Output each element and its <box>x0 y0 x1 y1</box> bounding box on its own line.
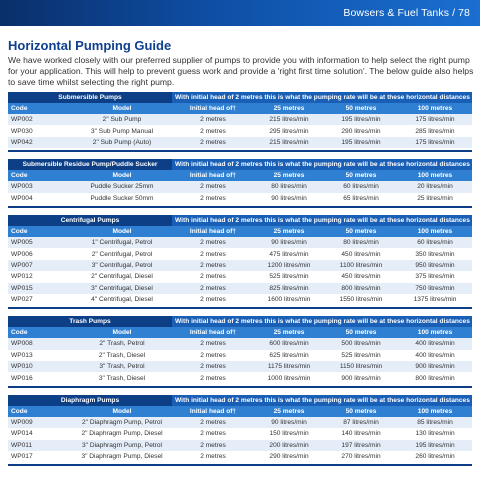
column-header: Code <box>8 170 72 181</box>
table-cell: 2 metres <box>172 372 254 383</box>
table-cell: 2" Diaphragm Pump, Diesel <box>72 428 172 439</box>
table-cell: WP004 <box>8 193 72 204</box>
section-divider <box>8 386 472 388</box>
table-cell: 2 metres <box>172 283 254 294</box>
pump-tables <box>8 92 472 473</box>
table-cell: 1375 litres/min <box>398 294 472 305</box>
column-header: Initial head of† <box>172 103 254 114</box>
column-header: 100 metres <box>398 327 472 338</box>
table-cell: 2 metres <box>172 193 254 204</box>
table-cell: WP030 <box>8 125 72 136</box>
table-cell: 2" Centrifugal, Diesel <box>72 271 172 282</box>
table-cell: 2 metres <box>172 428 254 439</box>
table-cell: 20 litres/min <box>398 181 472 192</box>
intro-paragraph: We have worked closely with our preferred supplier of pumps to provide you with information to help select the right pump for your application. This will help to prevent guess work and provide a 'right first time solution'. The below guide also helps to save time whilst selecting the right pump. <box>8 55 474 87</box>
table-row <box>8 361 472 372</box>
table-cell: WP013 <box>8 350 72 361</box>
table-cell: 2 metres <box>172 361 254 372</box>
table-cell: 2 metres <box>172 181 254 192</box>
table-cell: 900 litres/min <box>324 372 398 383</box>
section-title: Submersible Pumps <box>8 92 172 103</box>
pump-section <box>8 159 472 208</box>
section-title: Centrifugal Pumps <box>8 215 172 226</box>
column-header: Code <box>8 103 72 114</box>
table-cell: 2 metres <box>172 417 254 428</box>
column-header: Code <box>8 406 72 417</box>
section-divider <box>8 150 472 152</box>
table-cell: 375 litres/min <box>398 271 472 282</box>
pump-table <box>8 92 472 148</box>
table-row <box>8 283 472 294</box>
column-header: 50 metres <box>324 103 398 114</box>
table-cell: 2" Trash, Diesel <box>72 350 172 361</box>
table-cell: 2 metres <box>172 451 254 462</box>
column-header: 25 metres <box>254 170 324 181</box>
column-header: 25 metres <box>254 103 324 114</box>
table-cell: 1100 litres/min <box>324 260 398 271</box>
table-row <box>8 294 472 305</box>
table-cell: 2 metres <box>172 440 254 451</box>
page-header-text: Bowsers & Fuel Tanks / 78 <box>343 7 470 19</box>
table-cell: 1" Centrifugal, Petrol <box>72 237 172 248</box>
table-row <box>8 114 472 125</box>
table-cell: 2 metres <box>172 294 254 305</box>
table-cell: 1000 litres/min <box>254 372 324 383</box>
table-cell: 25 litres/min <box>398 193 472 204</box>
column-header: 50 metres <box>324 327 398 338</box>
table-cell: 600 litres/min <box>254 338 324 349</box>
table-cell: 750 litres/min <box>398 283 472 294</box>
table-cell: WP012 <box>8 271 72 282</box>
column-header: Initial head of† <box>172 406 254 417</box>
table-cell: 2 metres <box>172 125 254 136</box>
table-cell: WP017 <box>8 451 72 462</box>
table-cell: 3" Centrifugal, Diesel <box>72 283 172 294</box>
table-cell: 175 litres/min <box>398 137 472 148</box>
table-cell: 150 litres/min <box>254 428 324 439</box>
pump-section <box>8 316 472 388</box>
column-header: 100 metres <box>398 103 472 114</box>
table-cell: 1200 litres/min <box>254 260 324 271</box>
table-cell: WP014 <box>8 428 72 439</box>
table-cell: 2 metres <box>172 271 254 282</box>
table-cell: 285 litres/min <box>398 125 472 136</box>
table-cell: 2 metres <box>172 338 254 349</box>
table-cell: 295 litres/min <box>254 125 324 136</box>
column-header: 50 metres <box>324 406 398 417</box>
table-cell: 525 litres/min <box>254 271 324 282</box>
table-cell: 800 litres/min <box>324 283 398 294</box>
table-row <box>8 440 472 451</box>
table-row <box>8 372 472 383</box>
table-cell: 2" Sub Pump <box>72 114 172 125</box>
table-cell: 80 litres/min <box>324 237 398 248</box>
column-header: Initial head of† <box>172 327 254 338</box>
table-cell: 215 litres/min <box>254 114 324 125</box>
pump-table <box>8 316 472 384</box>
table-cell: WP008 <box>8 338 72 349</box>
table-cell: 130 litres/min <box>398 428 472 439</box>
table-cell: 400 litres/min <box>398 338 472 349</box>
table-cell: 90 litres/min <box>254 193 324 204</box>
section-description: With initial head of 2 metres this is what the pumping rate will be at these horizontal distances <box>172 395 472 406</box>
table-cell: 2" Centrifugal, Petrol <box>72 248 172 259</box>
table-row <box>8 338 472 349</box>
pump-table <box>8 215 472 305</box>
table-cell: 90 litres/min <box>254 417 324 428</box>
column-header: Model <box>72 103 172 114</box>
table-cell: 3" Sub Pump Manual <box>72 125 172 136</box>
table-cell: Puddle Sucker 25mm <box>72 181 172 192</box>
section-title: Submersible Residue Pump/Puddle Sucker <box>8 159 172 170</box>
table-cell: WP006 <box>8 248 72 259</box>
table-row <box>8 260 472 271</box>
table-cell: 3" Trash, Petrol <box>72 361 172 372</box>
table-cell: 3" Trash, Diesel <box>72 372 172 383</box>
table-cell: 3" Centrifugal, Petrol <box>72 260 172 271</box>
table-cell: 195 litres/min <box>398 440 472 451</box>
page-title: Horizontal Pumping Guide <box>8 38 172 53</box>
pump-section <box>8 92 472 152</box>
table-cell: 200 litres/min <box>254 440 324 451</box>
table-row <box>8 181 472 192</box>
table-cell: 80 litres/min <box>254 181 324 192</box>
table-cell: 85 litres/min <box>398 417 472 428</box>
page-header-bar <box>0 0 480 26</box>
table-cell: 197 litres/min <box>324 440 398 451</box>
table-cell: 800 litres/min <box>398 372 472 383</box>
table-cell: 2 metres <box>172 237 254 248</box>
section-divider <box>8 307 472 309</box>
table-cell: 2 metres <box>172 137 254 148</box>
table-cell: 500 litres/min <box>324 338 398 349</box>
table-cell: 60 litres/min <box>324 181 398 192</box>
column-header: Code <box>8 327 72 338</box>
section-divider <box>8 464 472 466</box>
column-header: 25 metres <box>254 226 324 237</box>
table-cell: Puddle Sucker 50mm <box>72 193 172 204</box>
pump-table <box>8 395 472 463</box>
column-header: 25 metres <box>254 406 324 417</box>
table-cell: 625 litres/min <box>254 350 324 361</box>
table-cell: 475 litres/min <box>254 248 324 259</box>
table-row <box>8 451 472 462</box>
column-header: 100 metres <box>398 406 472 417</box>
column-header: 25 metres <box>254 327 324 338</box>
table-cell: WP010 <box>8 361 72 372</box>
table-cell: 2 metres <box>172 248 254 259</box>
table-row <box>8 125 472 136</box>
table-cell: 4" Centrifugal, Diesel <box>72 294 172 305</box>
section-divider <box>8 206 472 208</box>
table-cell: WP015 <box>8 283 72 294</box>
table-cell: 450 litres/min <box>324 271 398 282</box>
table-cell: WP009 <box>8 417 72 428</box>
table-row <box>8 137 472 148</box>
table-cell: WP016 <box>8 372 72 383</box>
section-description: With initial head of 2 metres this is what the pumping rate will be at these horizontal distances <box>172 92 472 103</box>
section-description: With initial head of 2 metres this is what the pumping rate will be at these horizontal distances <box>172 159 472 170</box>
table-cell: 290 litres/min <box>254 451 324 462</box>
table-cell: 2 metres <box>172 260 254 271</box>
table-cell: 2" Sub Pump (Auto) <box>72 137 172 148</box>
table-cell: 270 litres/min <box>324 451 398 462</box>
table-row <box>8 350 472 361</box>
column-header: Model <box>72 327 172 338</box>
table-cell: WP042 <box>8 137 72 148</box>
table-cell: 60 litres/min <box>398 237 472 248</box>
table-cell: 1150 litres/min <box>324 361 398 372</box>
section-description: With initial head of 2 metres this is what the pumping rate will be at these horizontal distances <box>172 215 472 226</box>
table-cell: WP005 <box>8 237 72 248</box>
table-row <box>8 237 472 248</box>
table-cell: 65 litres/min <box>324 193 398 204</box>
column-header: Model <box>72 406 172 417</box>
column-header: Initial head of† <box>172 226 254 237</box>
table-cell: 290 litres/min <box>324 125 398 136</box>
table-cell: 3" Diaphragm Pump, Diesel <box>72 451 172 462</box>
table-cell: 195 litres/min <box>324 114 398 125</box>
table-cell: 140 litres/min <box>324 428 398 439</box>
table-cell: WP027 <box>8 294 72 305</box>
section-description: With initial head of 2 metres this is what the pumping rate will be at these horizontal distances <box>172 316 472 327</box>
section-title: Diaphragm Pumps <box>8 395 172 406</box>
column-header: Model <box>72 170 172 181</box>
column-header: Code <box>8 226 72 237</box>
column-header: 100 metres <box>398 170 472 181</box>
table-cell: 2" Diaphragm Pump, Petrol <box>72 417 172 428</box>
table-cell: 3" Diaphragm Pump, Petrol <box>72 440 172 451</box>
table-cell: 260 litres/min <box>398 451 472 462</box>
table-cell: 2 metres <box>172 350 254 361</box>
table-cell: 1175 litres/min <box>254 361 324 372</box>
table-cell: 900 litres/min <box>398 361 472 372</box>
table-cell: WP003 <box>8 181 72 192</box>
pump-section <box>8 215 472 309</box>
column-header: 50 metres <box>324 170 398 181</box>
pump-table <box>8 159 472 204</box>
pump-section <box>8 395 472 467</box>
table-cell: 215 litres/min <box>254 137 324 148</box>
section-title: Trash Pumps <box>8 316 172 327</box>
table-cell: 90 litres/min <box>254 237 324 248</box>
table-cell: WP002 <box>8 114 72 125</box>
table-cell: 1550 litres/min <box>324 294 398 305</box>
table-cell: 525 litres/min <box>324 350 398 361</box>
column-header: Initial head of† <box>172 170 254 181</box>
table-cell: WP007 <box>8 260 72 271</box>
table-row <box>8 193 472 204</box>
table-row <box>8 248 472 259</box>
column-header: 50 metres <box>324 226 398 237</box>
table-cell: 87 litres/min <box>324 417 398 428</box>
table-row <box>8 417 472 428</box>
table-cell: WP011 <box>8 440 72 451</box>
table-cell: 825 litres/min <box>254 283 324 294</box>
table-cell: 1600 litres/min <box>254 294 324 305</box>
column-header: 100 metres <box>398 226 472 237</box>
table-row <box>8 271 472 282</box>
table-cell: 2" Trash, Petrol <box>72 338 172 349</box>
table-cell: 2 metres <box>172 114 254 125</box>
column-header: Model <box>72 226 172 237</box>
table-row <box>8 428 472 439</box>
table-cell: 195 litres/min <box>324 137 398 148</box>
table-cell: 950 litres/min <box>398 260 472 271</box>
table-cell: 175 litres/min <box>398 114 472 125</box>
table-cell: 350 litres/min <box>398 248 472 259</box>
table-cell: 450 litres/min <box>324 248 398 259</box>
table-cell: 400 litres/min <box>398 350 472 361</box>
